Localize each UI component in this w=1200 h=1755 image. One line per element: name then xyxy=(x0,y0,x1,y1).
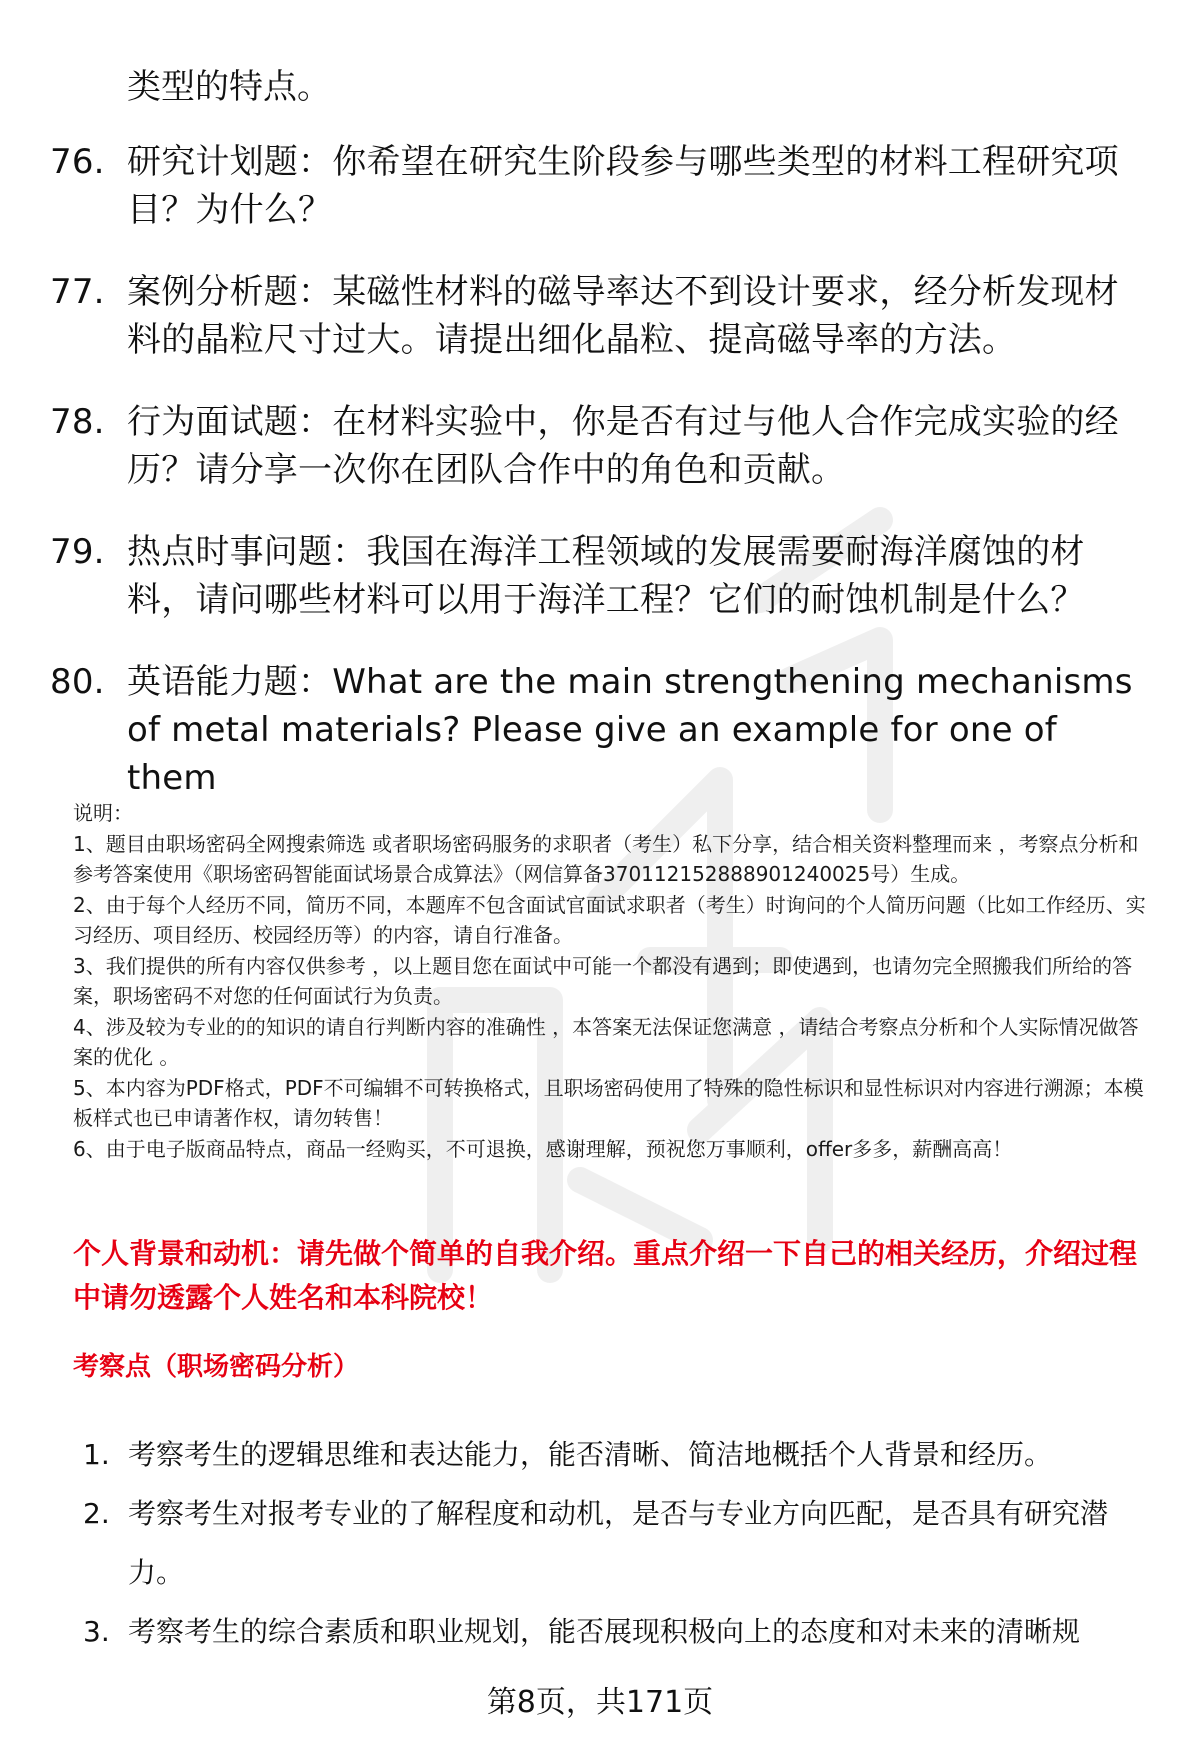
note-item: 4、涉及较为专业的的知识的请自行判断内容的准确性 ，本答案无法保证您满意 ，请结合考察点分析和个人实际情况做答案的优化 。 xyxy=(73,1014,1139,1069)
question-number: 79. xyxy=(50,532,105,572)
page-number-footer: 第8页，共171页 xyxy=(486,1685,714,1720)
point-number: 3. xyxy=(83,1615,110,1648)
note-item: 2、由于每个人经历不同，简历不同，本题库不包含面试官面试求职者（考生）时询问的个人简历问题（比如工作经历、实习经历、项目经历、校园经历等）的内容，请自行准备。 xyxy=(73,892,1146,947)
question-item xyxy=(50,528,1150,624)
point-text: 考察考生对报考专业的了解程度和动机，是否与专业方向匹配，是否具有研究潜力。 xyxy=(128,1497,1109,1589)
assessment-point xyxy=(83,1425,1158,1484)
notes-block xyxy=(73,798,1158,1164)
question-text: 英语能力题：What are the main strengthening mechanisms of metal materials? Please give an example for one of them xyxy=(127,662,1133,798)
question-text: 案例分析题：某磁性材料的磁导率达不到设计要求，经分析发现材料的晶粒尺寸过大。请提出细化晶粒、提高磁导率的方法。 xyxy=(127,272,1119,360)
assessment-point xyxy=(83,1602,1158,1661)
question-text: 行为面试题：在材料实验中，你是否有过与他人合作完成实验的经历？请分享一次你在团队合作中的角色和贡献。 xyxy=(127,402,1119,490)
point-text: 考察考生的逻辑思维和表达能力，能否清晰、简洁地概括个人背景和经历。 xyxy=(128,1438,1053,1471)
assessment-point xyxy=(83,1484,1158,1602)
question-text: 研究计划题：你希望在研究生阶段参与哪些类型的材料工程研究项目？为什么？ xyxy=(127,142,1119,230)
note-item: 5、本内容为PDF格式，PDF不可编辑不可转换格式，且职场密码使用了特殊的隐性标识和显性标识对内容进行溯源；本模板样式也已申请著作权，请勿转售！ xyxy=(73,1075,1144,1130)
question-item xyxy=(50,268,1150,364)
section-subheading: 考察点（职场密码分析） xyxy=(73,1352,360,1382)
note-item: 3、我们提供的所有内容仅供参考 ，以上题目您在面试中可能一个都没有遇到；即使遇到，也请勿完全照搬我们所给的答案，职场密码不对您的任何面试行为负责。 xyxy=(73,953,1133,1008)
question-item xyxy=(50,398,1150,494)
question-number: 80. xyxy=(50,662,105,702)
question-item xyxy=(50,658,1150,802)
section-heading: 个人背景和动机：请先做个简单的自我介绍。重点介绍一下自己的相关经历，介绍过程中请勿透露个人姓名和本科院校！ xyxy=(73,1237,1138,1314)
notes-title: 说明： xyxy=(73,801,133,825)
question-number: 76. xyxy=(50,142,105,182)
question-text: 热点时事问题：我国在海洋工程领域的发展需要耐海洋腐蚀的材料，请问哪些材料可以用于海洋工程？它们的耐蚀机制是什么？ xyxy=(127,532,1085,620)
point-number: 1. xyxy=(83,1438,110,1471)
point-number: 2. xyxy=(83,1497,110,1530)
question-continuation: 类型的特点。 xyxy=(127,67,331,107)
question-list xyxy=(50,138,1150,836)
point-text: 考察考生的综合素质和职业规划，能否展现积极向上的态度和对未来的清晰规 xyxy=(128,1615,1081,1648)
assessment-point-list xyxy=(83,1425,1158,1661)
question-number: 77. xyxy=(50,272,105,312)
question-number: 78. xyxy=(50,402,105,442)
note-item: 1、题目由职场密码全网搜索筛选 或者职场密码服务的求职者（考生）私下分享，结合相关资料整理而来 ，考察点分析和参考答案使用《职场密码智能面试场景合成算法》（网信算备370112152888901240025号）生成。 xyxy=(73,831,1139,886)
note-item: 6、由于电子版商品特点，商品一经购买，不可退换，感谢理解，预祝您万事顺利，offer多多，薪酬高高！ xyxy=(73,1136,1013,1161)
question-item xyxy=(50,138,1150,234)
